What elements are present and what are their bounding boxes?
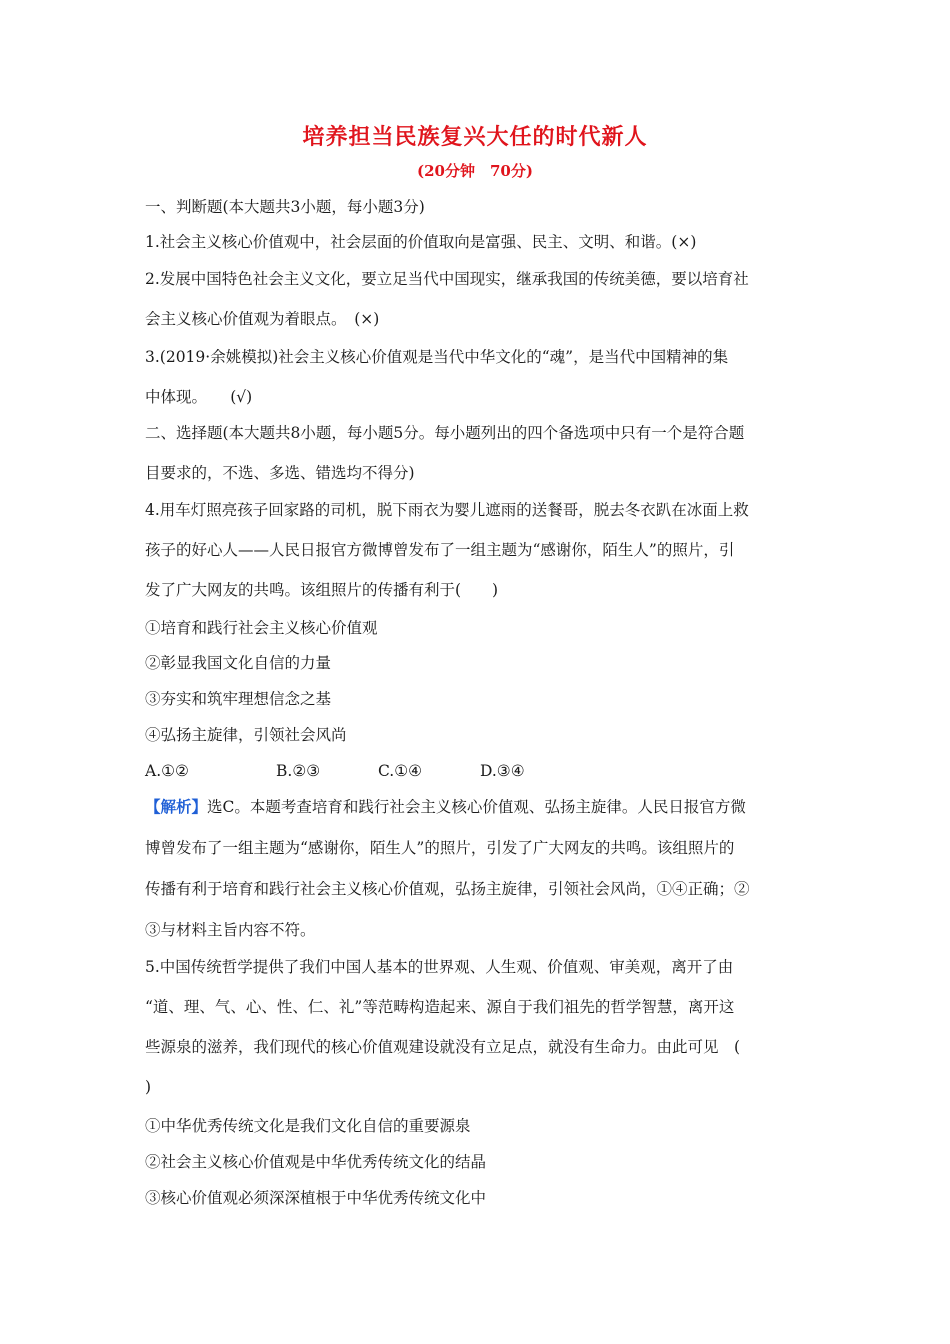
question-2-line-1: 2.发展中国特色社会主义文化，要立足当代中国现实，继承我国的传统美德，要以培育社	[145, 270, 749, 288]
question-4-item-3: ③夯实和筑牢理想信念之基	[145, 690, 332, 708]
question-4-option-a: A.①②	[145, 762, 189, 780]
question-2-line-2: 会主义核心价值观为着眼点。 (×)	[145, 310, 380, 328]
question-4-analysis-line-1	[145, 796, 810, 818]
question-4-option-c: C.①④	[378, 762, 423, 780]
question-5-stem-line-1: 5.中国传统哲学提供了我们中国人基本的世界观、人生观、价值观、审美观，离开了由	[145, 958, 734, 976]
question-5-stem-line-3: 些源泉的滋养，我们现代的核心价值观建设就没有立足点，就没有生命力。由此可见 (	[145, 1038, 741, 1056]
question-4-item-2: ②彰显我国文化自信的力量	[145, 654, 332, 672]
question-5-item-3: ③核心价值观必须深深植根于中华优秀传统文化中	[145, 1189, 487, 1207]
question-1: 1.社会主义核心价值观中，社会层面的价值取向是富强、民主、文明、和谐。(×)	[145, 233, 697, 251]
question-4-analysis-line-4: ③与材料主旨内容不符。	[145, 921, 316, 939]
question-4-option-b: B.②③	[276, 762, 321, 780]
question-4-stem-line-2: 孩子的好心人——人民日报官方微博曾发布了一组主题为“感谢你，陌生人”的照片，引	[145, 541, 735, 559]
question-4-analysis-line-2: 博曾发布了一组主题为“感谢你，陌生人”的照片，引发了广大网友的共鸣。该组照片的	[145, 839, 735, 857]
question-5-item-2: ②社会主义核心价值观是中华优秀传统文化的结晶	[145, 1153, 487, 1171]
question-3-line-2: 中体现。 (√)	[145, 388, 253, 406]
time-score-subtitle: (20分钟 70分)	[417, 162, 533, 180]
section-heading-choice-line-1: 二、选择题(本大题共8小题，每小题5分。每小题列出的四个备选项中只有一个是符合题	[145, 424, 745, 442]
section-heading-judgment: 一、判断题(本大题共3小题，每小题3分)	[145, 198, 425, 216]
question-5-item-1: ①中华优秀传统文化是我们文化自信的重要源泉	[145, 1117, 471, 1135]
question-5-stem-line-2: “道、理、气、心、性、仁、礼”等范畴构造起来、源自于我们祖先的哲学智慧，离开这	[145, 998, 735, 1016]
analysis-tag: 【解析】	[145, 797, 208, 816]
section-heading-choice-line-2: 目要求的，不选、多选、错选均不得分)	[145, 464, 415, 482]
question-4-analysis-line-3: 传播有利于培育和践行社会主义核心价值观，弘扬主旋律，引领社会风尚，①④正确；②	[145, 880, 750, 898]
question-5-stem-line-4: )	[145, 1078, 152, 1096]
question-4-item-4: ④弘扬主旋律，引领社会风尚	[145, 726, 347, 744]
question-3-line-1: 3.(2019·余姚模拟)社会主义核心价值观是当代中华文化的“魂”，是当代中国精神的集	[145, 348, 729, 366]
question-4-option-d: D.③④	[480, 762, 525, 780]
document-title: 培养担当民族复兴大任的时代新人	[302, 125, 648, 150]
question-4-stem-line-1: 4.用车灯照亮孩子回家路的司机，脱下雨衣为婴儿遮雨的送餐哥，脱去冬衣趴在冰面上救	[145, 501, 749, 519]
analysis-text: 选C。本题考查培育和践行社会主义核心价值观、弘扬主旋律。人民日报官方微	[207, 798, 746, 816]
question-4-stem-line-3: 发了广大网友的共鸣。该组照片的传播有利于( )	[145, 581, 499, 599]
question-4-item-1: ①培育和践行社会主义核心价值观	[145, 619, 378, 637]
